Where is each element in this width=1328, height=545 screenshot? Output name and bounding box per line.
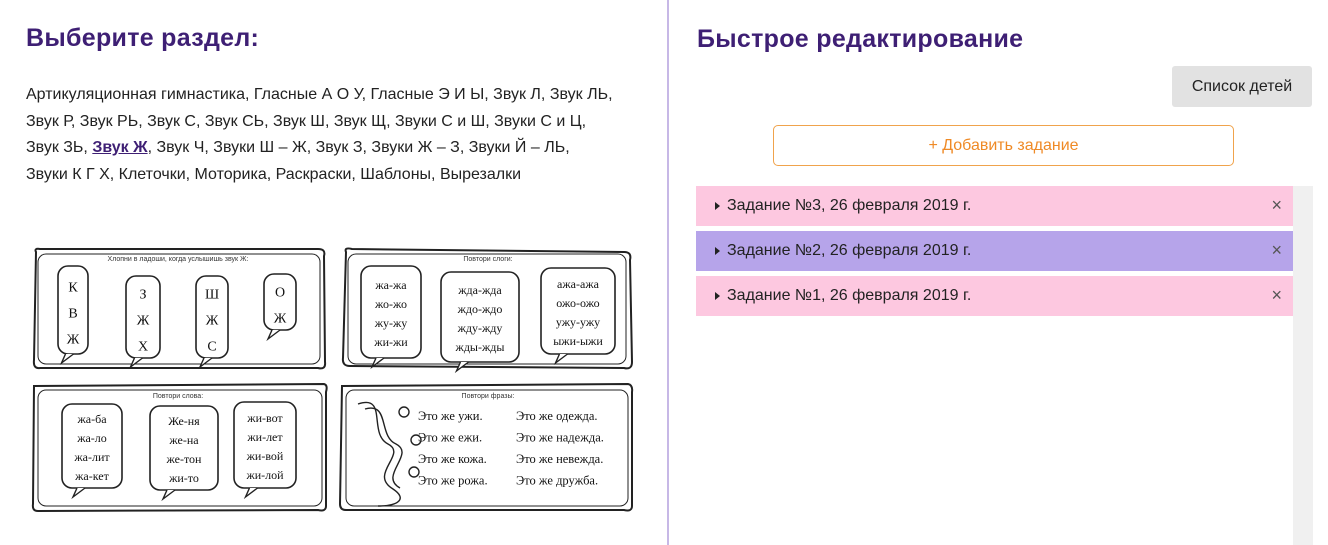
phrase-text: Это же рожа.	[418, 473, 488, 488]
bubble-text: жи-лет	[247, 429, 283, 444]
section-link[interactable]: Раскраски	[275, 165, 352, 183]
section-link[interactable]: Гласные Э И Ы	[370, 86, 485, 103]
section-separator: ,	[245, 86, 254, 103]
section-separator: ,	[565, 139, 570, 156]
letters-bubble	[58, 266, 88, 363]
children-list-button[interactable]: Список детей	[1172, 66, 1312, 107]
expand-arrow-icon[interactable]	[715, 292, 720, 300]
bubble-text: жи-то	[169, 470, 199, 485]
bubble-text: ожо-ожо	[556, 295, 600, 310]
worksheet-image	[28, 244, 636, 516]
letters-bubble	[196, 276, 228, 367]
task-list	[696, 186, 1293, 321]
section-link[interactable]: Звук Щ	[333, 112, 387, 130]
bubble-tail	[246, 488, 258, 497]
section-separator: ,	[386, 112, 395, 130]
section-link[interactable]: Моторика	[194, 165, 267, 183]
panel3-title: Повтори слова:	[152, 393, 204, 400]
phrase-text: Это же ежи.	[418, 430, 483, 445]
section-link[interactable]: Звук С	[147, 112, 196, 130]
section-separator: ,	[351, 165, 361, 183]
section-separator: ,	[195, 112, 205, 130]
bubble-text: жи-лой	[246, 467, 284, 482]
letters-bubble	[264, 274, 296, 339]
task-row[interactable]	[696, 276, 1293, 316]
section-separator: ,	[324, 112, 334, 130]
phrase-text: Это же одежда.	[516, 409, 598, 423]
panel-frame	[340, 384, 632, 511]
bubble-text: ждо-ждо	[457, 301, 503, 316]
bubble-text: К	[68, 280, 78, 296]
section-link[interactable]: Звуки Ж – З	[371, 139, 460, 156]
section-separator: ,	[138, 112, 148, 130]
bubble-text: Ш	[204, 287, 220, 303]
bubble-text: Же-ня	[168, 413, 200, 428]
panel1-title: Хлопни в ладоши, когда услышишь звук Ж:	[107, 256, 249, 263]
section-link[interactable]: Звук ЛЬ	[549, 86, 609, 103]
task-label: Задание №3, 26 февраля 2019 г.	[727, 197, 972, 214]
expand-arrow-icon[interactable]	[715, 247, 720, 255]
task-row[interactable]	[696, 231, 1293, 271]
bubble-tail	[268, 330, 280, 339]
section-link[interactable]: Гласные А О У	[253, 86, 362, 103]
syllables-bubble	[541, 268, 615, 363]
bubble-text: Х	[137, 339, 149, 355]
section-separator: ,	[264, 112, 274, 130]
section-link[interactable]: Звуки С и Ц	[494, 112, 582, 130]
letters-bubble	[126, 276, 160, 367]
phrase-text: Это же надежда.	[516, 430, 604, 445]
bubble-text: Ж	[205, 313, 219, 329]
bubble-text: жа-ло	[77, 430, 107, 445]
worksheet-preview[interactable]	[28, 244, 636, 516]
section-link[interactable]: Артикуляционная гимнастика	[26, 86, 246, 103]
bubble-tail	[131, 358, 143, 367]
section-link[interactable]: Вырезалки	[439, 165, 522, 183]
section-link[interactable]: Звук Л	[493, 86, 541, 103]
section-separator: ,	[83, 139, 93, 156]
section-link[interactable]: Звуки С и Ш	[395, 112, 486, 130]
expand-arrow-icon[interactable]	[715, 202, 720, 210]
section-separator: ,	[266, 165, 276, 183]
section-link[interactable]: Звук ЗЬ	[26, 139, 84, 156]
task-label: Задание №2, 26 февраля 2019 г.	[727, 242, 972, 259]
panel-border	[346, 390, 628, 506]
bubble-text: жду-жду	[457, 320, 503, 335]
task-label: Задание №1, 26 февраля 2019 г.	[727, 287, 972, 304]
section-link[interactable]: Звуки Ш – Ж	[213, 139, 307, 156]
quick-edit-heading: Быстрое редактирование	[697, 25, 1024, 53]
section-separator: ,	[185, 165, 195, 183]
section-separator: ,	[540, 86, 550, 103]
bubble-text: жда-жда	[458, 282, 502, 297]
bubble-text: В	[68, 306, 78, 322]
delete-task-icon[interactable]: ×	[1271, 240, 1282, 260]
bubble-text: ажа-ажа	[557, 276, 599, 291]
bubble-tail	[73, 488, 85, 497]
phrase-text: Это же невежда.	[516, 452, 604, 466]
section-separator: ,	[109, 165, 119, 183]
delete-task-icon[interactable]: ×	[1271, 195, 1282, 215]
section-separator: ,	[484, 86, 494, 103]
section-separator: ,	[70, 112, 80, 130]
phrase-text: Это же ужи.	[418, 409, 483, 423]
syllables-bubble	[361, 266, 421, 367]
panel4-title: Повтори фразы:	[461, 393, 515, 400]
section-link[interactable]: Клеточки	[118, 165, 186, 183]
bubble-text: Ж	[136, 313, 150, 329]
phrase-text: Это же дружба.	[516, 473, 599, 488]
section-heading: Выберите раздел:	[26, 24, 260, 52]
section-link[interactable]: Звук Р	[26, 112, 71, 130]
bubble-text: жу-жу	[374, 315, 408, 330]
syllables-bubble	[441, 272, 519, 371]
bubble-text: жа-ба	[77, 411, 107, 426]
section-separator: ,	[204, 139, 214, 156]
bubble-tail	[200, 358, 212, 367]
section-separator: ,	[431, 165, 440, 183]
scrollbar-track[interactable]	[1293, 186, 1313, 545]
bubble-text: О	[274, 285, 286, 301]
section-separator: ,	[485, 112, 495, 130]
phrase-text: Это же кожа.	[418, 452, 487, 466]
section-separator: ,	[362, 139, 372, 156]
words-bubble	[62, 404, 122, 497]
bubble-text: жа-жа	[375, 277, 407, 292]
section-link[interactable]: Звуки К Г Х	[26, 165, 110, 183]
section-link[interactable]: Звук РЬ	[79, 112, 139, 130]
bubble-text: Ж	[66, 332, 80, 348]
bubble-text: жа-кет	[75, 468, 109, 483]
bubble-text: Ж	[273, 311, 287, 327]
section-separator: ,	[581, 112, 587, 130]
section-separator: ,	[147, 139, 157, 156]
task-row[interactable]	[696, 186, 1293, 226]
section-separator: ,	[306, 139, 316, 156]
bubble-tail	[62, 354, 74, 363]
section-link[interactable]: Звук Ч	[156, 139, 205, 156]
words-bubble	[150, 406, 218, 499]
bubble-text: жо-жо	[375, 296, 407, 311]
panel2-title: Повтори слоги:	[463, 256, 513, 263]
bubble-tail	[556, 354, 568, 363]
bubble-text: З	[139, 287, 147, 303]
bubble-text: ужу-ужу	[555, 314, 601, 329]
section-list	[26, 82, 646, 188]
section-separator: ,	[459, 139, 469, 156]
words-bubble	[234, 402, 296, 497]
bubble-text: же-на	[169, 432, 199, 447]
add-task-button[interactable]: + Добавить задание	[773, 125, 1234, 166]
section-link[interactable]: Звук З	[315, 139, 363, 156]
section-link[interactable]: Звук Ж	[92, 139, 148, 156]
bubble-text: жа-лит	[74, 449, 110, 464]
section-link[interactable]: Звук СЬ	[204, 112, 265, 130]
bubble-text: С	[207, 339, 217, 355]
bubble-tail	[163, 490, 175, 499]
section-separator: ,	[361, 86, 371, 103]
bubble-text: жи-жи	[374, 334, 408, 349]
section-link[interactable]: Звуки Й – ЛЬ	[468, 139, 566, 156]
bubble-text: жды-жды	[455, 339, 505, 354]
snake-drawing	[358, 402, 421, 506]
section-link[interactable]: Шаблоны	[360, 165, 432, 183]
bubble-text: ыжи-ыжи	[553, 333, 603, 348]
section-separator: ,	[608, 86, 613, 103]
bubble-text: же-тон	[166, 451, 202, 466]
delete-task-icon[interactable]: ×	[1271, 285, 1282, 305]
section-link[interactable]: Звук Ш	[273, 112, 325, 130]
right-pane	[669, 0, 1328, 545]
bubble-text: жи-вот	[247, 410, 283, 425]
bubble-text: жи-вой	[246, 448, 284, 463]
